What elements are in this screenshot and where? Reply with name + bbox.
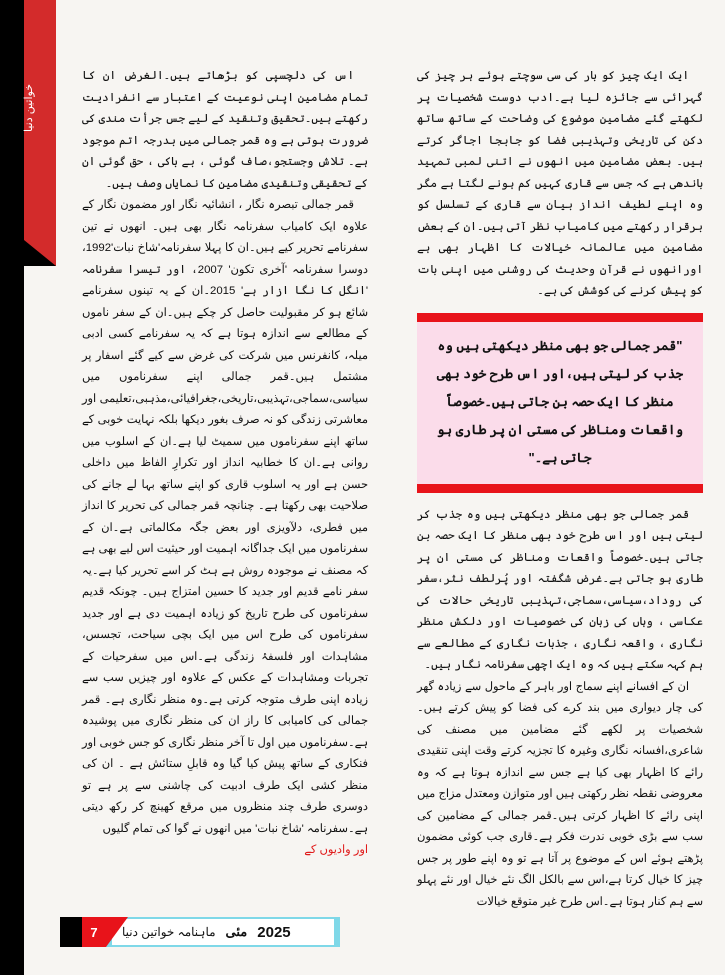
- paragraph: ان کے افسانے اپنے سماج اور باہر کے ماحول سے زیادہ گھر کی چار دیواری میں بند کرے کی فضا کو پیش کرتے ہیں۔شخصیات پر لکھے گئے مضامین میں مصنف کی شاعری،افسانہ نگاری وغیرہ کا تجزیہ کرتے وقت اپنی تنقیدی رائے کا اظہار بھی کیا ہے جس سے اندازہ ہوتا ہے کہ وہ معروضی نقطہ نظر رکھتی ہیں اور متوازن ومعتدل مزاج میں اپنی رائے کا اظہار کرتی ہیں۔قمر جمالی کے مضامین کی سب سے بڑی خوبی ندرت فکر ہے۔قاری جب کوئی مضمون پڑھتے ہوئے اس کے موضوع پر آتا ہے تو وہ اپنے طور پر جس چیز کا خیال کرتا ہے،اس سے بالکل الگ نئے خیال اور نئے پہلو سے ہم کنار ہوتا ہے۔اس طرح غیر متوقع خیالات: [417, 680, 703, 908]
- text-column-right: [417, 66, 703, 913]
- page-number-badge: 7: [82, 917, 106, 947]
- footer-label-group: [112, 919, 334, 945]
- spine-label: خواتین دنیا: [23, 84, 35, 132]
- paragraph: قمر جمالی تبصرہ نگار ، انشائیہ نگار اور مضمون نگار کے علاوہ ایک کامیاب سفرنامہ نگار بھی ہیں۔ انھوں نے تین سفرنامے تحریر کیے ہیں۔ان کا پہلا سفرنامہ'شاخ نبات'1992، دوسرا سفرنامہ 'آخری تکون' 2007، اور تیسرا سفرنامہ 'انگل کا نگا ازار ہے' 2015۔ان کے یہ تینوں سفرنامے شائع ہو کر مقبولیت حاصل کر چکے ہیں۔ان کے سفر ناموں کے مطالعے سے اندازہ ہوتا ہے کہ یہ سفرنامے کسی ادبی میلہ، کانفرنس میں شرکت کی غرض سے کیے گئے اسفار پر مشتمل ہیں۔قمر جمالی اپنے سفرناموں میں سیاسی،سماجی،تہذیبی،تاریخی،جغرافیائی،مذہبی،تعلیمی اور معاشرتی زندگی کو نہ صرف بغور دیکھا بلکہ نہایت خوبی کے ساتھ اپنے سفرناموں میں سمیٹ لیا ہے۔ان کے اسلوب میں روانی ہے۔ان کا خطابیہ انداز اور تکرارِ الفاظ میں داخلی حسن ہے اور یہ اسلوب قاری کو اپنے ساتھ بہا لے جانے کی صلاحیت بھی رکھتا ہے۔ چنانچہ قمر جمالی کی تحریر کا انداز میں فطری، دلآویزی اور بعض جگہ مکالماتی ہے۔ان کے سفرناموں میں ایک جداگانہ اہمیت اور حیثیت اس لیے بھی ہے کہ مصنف نے موجودہ روش ہے ہٹ کر اسے تحریر کیا ہے۔یہ سفر نامے قدیم اور جدید کا حسین امتزاج ہیں۔ چونکہ قدیم سفرناموں کی طرح تاریخ کو زیادہ اہمیت دی ہے اور جدید سفرناموں کی طرح اس میں ایک بچی سیاحت، تجسس، مشاہدات اور فلسفۂ زندگی ہے۔اس میں سفرحیات کے تجربات ومشاہدات کے عکس کے علاوہ اور چیزیں سب سے زیادہ اپنی طرف متوجہ کرتی ہے۔وہ منظر نگاری ہے۔ قمر جمالی کی کامیابی کا راز ان کی منظر نگاری میں پوشیدہ ہے۔سفرناموں میں اول تا آخر منظر نگاری کو جس خوبی اور فنکاری کے ساتھ پیش کیا گیا وہ قابلِ ستائش ہے ۔ ان کی منظر کشی ایک طرف ادبیت کی چاشنی سے پر ہے تو دوسری طرف چند منظروں میں مرقع کھینچ کر رکھ دیتی ہے۔سفرنامہ 'شاخ نبات' میں انھوں نے گوا کی تمام گلیوں: [82, 199, 369, 835]
- footer-magazine-name: ماہنامہ خواتین دنیا: [122, 925, 216, 939]
- pull-quote-box: [417, 313, 703, 493]
- spine-fold-triangle: [24, 240, 56, 266]
- footer-year: 2025: [257, 923, 291, 941]
- paragraph: ایک ایک چیز کو بار کی سی سوچتے ہوئے ہر چیز کی گہرائی سے جائزہ لیا ہے۔ادب دوست شخصیات پر لکھتے گئے مضامین موضوع کی وضاحت کے ساتھ ساتھ دکن کی تاریخی وتہذیبی فضا کو جابجا اجاگر کرتے ہیں۔ بعض مضامین میں انھوں نے اتنی لمبی تمہید باندھی ہے کہ جس سے قاری کہیں کم ہونے لگتا ہے مگر وہ اپنے لطیف انداز بیان سے قاری کے تسلسل کو برقرار رکھتے میں کامیاب نظر آتی ہیں۔ان کے بعض مضامین میں عالمانہ خیالات کا اظہار بھی ہے اورانھوں نے قرآن وحدیث کی روشنی میں اپنی بات کو پیش کرنے کی کوشش کی ہے۔: [417, 70, 703, 297]
- spine-white-strip: [24, 266, 56, 975]
- footer-red-triangle: [106, 917, 128, 947]
- paragraph: قمر جمالی جو بھی منظر دیکھتی ہیں وہ جذب کر لیتی ہیں اور اس طرح خود بھی منظر کا ایک حصہ بن جاتی ہیں۔خصوصاً واقعات ومناظر کی مستی ان پر طاری ہو جاتی ہے۔غرض شگفتہ اور پُرلطف نثر،سفر کی روداد،سیاسی،سماجی،تہذیبی تاریخی حالات کی عکاسی ، وہاں کی زبان کی خصوصیات اور دلکش منظر نگاری ، واقعہ نگاری ، جذبات نگاری کے مطالعے سے ہم کہہ سکتے ہیں کہ وہ ایک اچھی سفرنامہ نگار ہیں۔: [417, 508, 703, 671]
- paragraph: اس کی دلچسپی کو بڑھاتے ہیں۔الغرض ان کا تمام مضامین اپنی نوعیت کے اعتبار سے انفرادیت رکھتے ہیں۔تحقیق وتنقید کے لیے جس جرأت مندی کی ضرورت ہوتی ہے وہ قمر جمالی میں بدرجہ اتم موجود ہے۔ تلاش وجستجو،صاف گوئی ، بے باکی ، حق گوئی ان کے تحقیقی وتنقیدی مضامین کا نمایاں وصف ہیں۔: [82, 70, 368, 190]
- footer-month: مئی: [225, 924, 248, 939]
- text-column-left: [82, 66, 368, 862]
- pull-quote-text: "قمر جمالی جو بھی منظر دیکھتی ہیں وہ جذب کر لیتی ہیں،اور اس طرح خود بھی منظر کا ایک حصہ بن جاتی ہیں۔خصوصاً واقعات ومناظر کی مستی ان پر طاری ہو جاتی ہے۔": [436, 337, 684, 465]
- page-footer: [60, 917, 340, 947]
- paragraph-continuation-red: اور وادیوں کے: [304, 844, 368, 856]
